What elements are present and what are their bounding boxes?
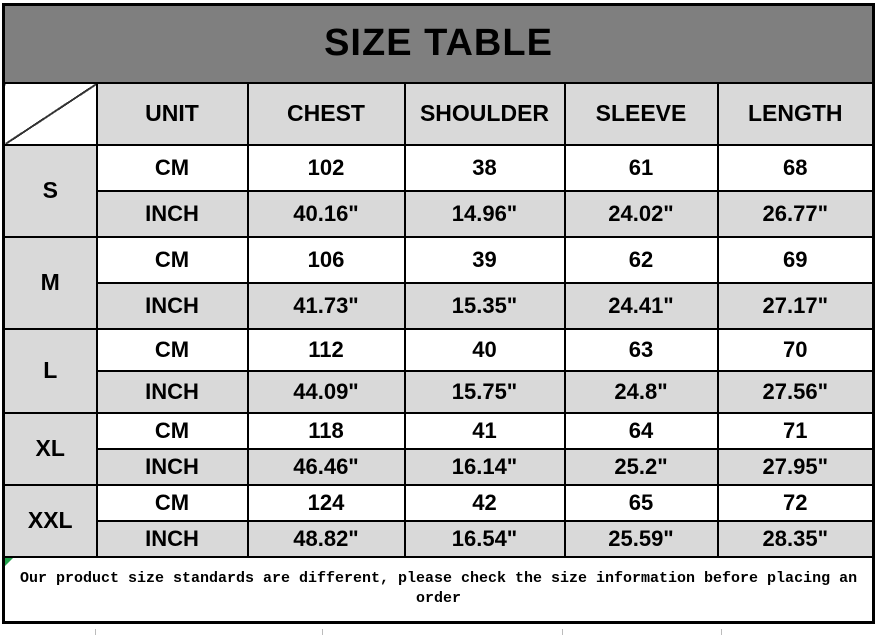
value-cell: 65 [565,485,718,521]
value-cell: 15.35" [405,283,565,329]
column-header-length: LENGTH [718,83,874,145]
diagonal-header-cell [4,83,97,145]
value-cell: 16.54" [405,521,565,557]
unit-cell: INCH [97,283,248,329]
sheet-gridline [562,629,563,635]
table-row [4,485,874,521]
header-row [4,83,874,145]
value-cell: 48.82" [248,521,405,557]
banner-row [4,5,874,83]
table-row [4,521,874,557]
value-cell: 68 [718,145,874,191]
value-cell: 42 [405,485,565,521]
size-label: L [4,329,97,413]
unit-cell: INCH [97,521,248,557]
value-cell: 25.59" [565,521,718,557]
value-cell: 69 [718,237,874,283]
value-cell: 46.46" [248,449,405,485]
value-cell: 41 [405,413,565,449]
table-row [4,145,874,191]
table-row [4,191,874,237]
size-label: XXL [4,485,97,557]
unit-cell: CM [97,237,248,283]
unit-cell: INCH [97,449,248,485]
value-cell: 106 [248,237,405,283]
table-row [4,413,874,449]
column-header-chest: CHEST [248,83,405,145]
sheet-gridline [322,629,323,635]
column-header-unit: UNIT [97,83,248,145]
value-cell: 41.73" [248,283,405,329]
value-cell: 40.16" [248,191,405,237]
cell-comment-flag-icon [5,558,13,566]
unit-cell: CM [97,485,248,521]
note-text: Our product size standards are different, please check the size information before placing an order [19,570,858,608]
unit-cell: INCH [97,191,248,237]
column-header-shoulder: SHOULDER [405,83,565,145]
sheet-gridline [721,629,722,635]
value-cell: 24.41" [565,283,718,329]
value-cell: 39 [405,237,565,283]
table-row [4,449,874,485]
value-cell: 16.14" [405,449,565,485]
table-row [4,283,874,329]
value-cell: 63 [565,329,718,371]
note-cell [4,557,874,623]
size-label: XL [4,413,97,485]
size-table [2,3,875,624]
column-header-sleeve: SLEEVE [565,83,718,145]
note-row [4,557,874,623]
value-cell: 61 [565,145,718,191]
sheet-gridlines [0,629,878,635]
value-cell: 27.56" [718,371,874,413]
unit-cell: INCH [97,371,248,413]
size-label: S [4,145,97,237]
table-row [4,237,874,283]
value-cell: 14.96" [405,191,565,237]
value-cell: 38 [405,145,565,191]
value-cell: 64 [565,413,718,449]
sheet-gridline [95,629,96,635]
value-cell: 28.35" [718,521,874,557]
value-cell: 27.95" [718,449,874,485]
value-cell: 25.2" [565,449,718,485]
value-cell: 70 [718,329,874,371]
value-cell: 102 [248,145,405,191]
unit-cell: CM [97,413,248,449]
value-cell: 40 [405,329,565,371]
value-cell: 24.8" [565,371,718,413]
value-cell: 118 [248,413,405,449]
value-cell: 27.17" [718,283,874,329]
unit-cell: CM [97,329,248,371]
table-title: SIZE TABLE [4,5,874,83]
size-label: M [4,237,97,329]
value-cell: 124 [248,485,405,521]
value-cell: 44.09" [248,371,405,413]
value-cell: 72 [718,485,874,521]
value-cell: 15.75" [405,371,565,413]
value-cell: 62 [565,237,718,283]
table-row [4,329,874,371]
value-cell: 112 [248,329,405,371]
value-cell: 71 [718,413,874,449]
value-cell: 24.02" [565,191,718,237]
table-row [4,371,874,413]
value-cell: 26.77" [718,191,874,237]
unit-cell: CM [97,145,248,191]
